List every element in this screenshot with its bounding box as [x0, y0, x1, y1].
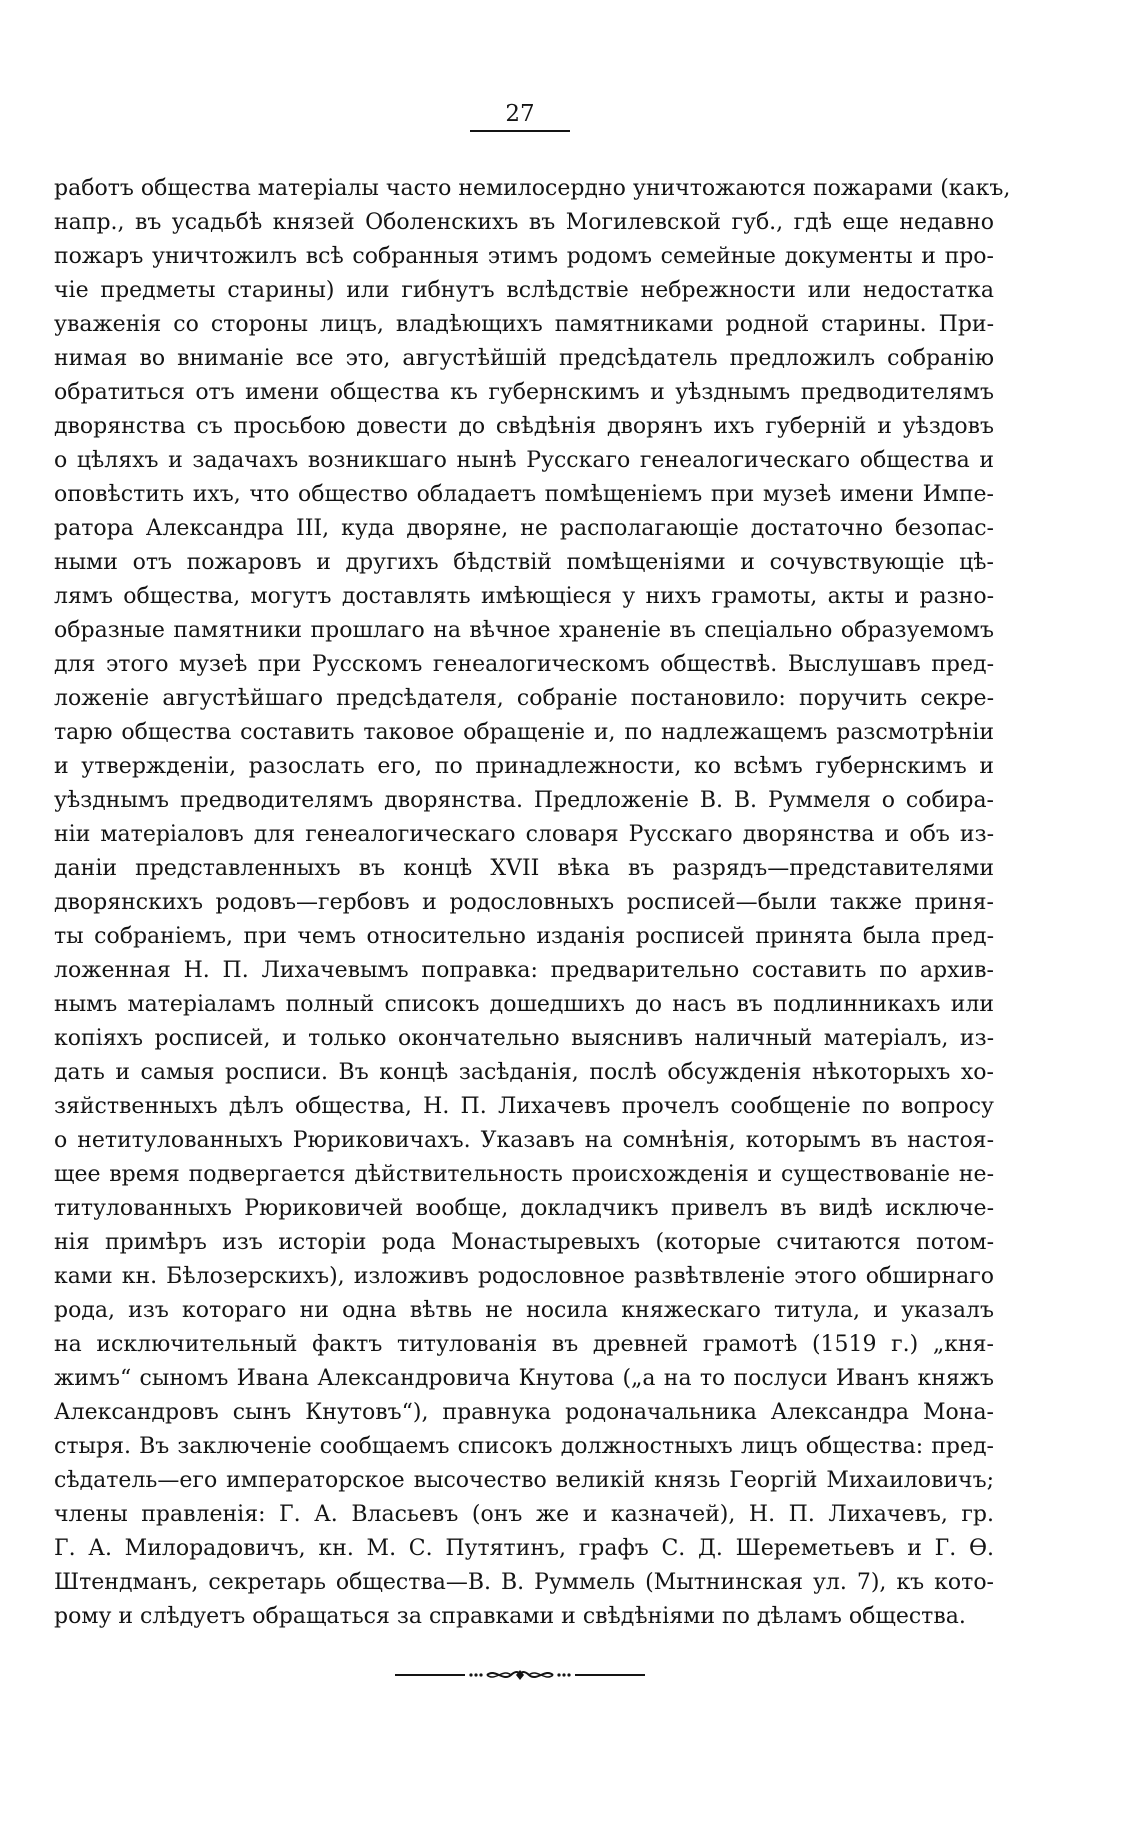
text-line: уѣзднымъ предводителямъ дворянства. Предложеніе В. В. Руммеля о собира-	[54, 788, 994, 813]
text-line: для этого музеѣ при Русскомъ генеалогическомъ обществѣ. Выслушавъ пред-	[54, 652, 994, 677]
text-line: ками кн. Бѣлозерскихъ), изложивъ родословное развѣтвленіе этого обширнаго	[54, 1264, 994, 1289]
body-text	[54, 172, 1011, 1634]
text-line: оповѣстить ихъ, что общество обладаетъ помѣщеніемъ при музеѣ имени Импе-	[54, 482, 994, 507]
text-line: пожаръ уничтожилъ всѣ собранныя этимъ родомъ семейные документы и про-	[54, 244, 994, 269]
text-line: жимъ“ сыномъ Ивана Александровича Кнутова („а на то послуси Иванъ княжъ	[54, 1366, 994, 1391]
text-line: даніи представленныхъ въ концѣ XVII вѣка въ разрядъ—представителями	[54, 856, 994, 881]
text-line: сѣдатель—его императорское высочество великій князь Георгій Михаиловичъ;	[54, 1468, 994, 1493]
text-line: рому и слѣдуетъ обращаться за справками и свѣдѣніями по дѣламъ общества.	[54, 1604, 966, 1629]
text-line: чіе предметы старины) или гибнутъ вслѣдствіе небрежности или недостатка	[54, 278, 994, 303]
text-line: нія примѣръ изъ исторіи рода Монастыревыхъ (которые считаются потом-	[54, 1230, 994, 1255]
text-line: Г. А. Милорадовичъ, кн. М. С. Путятинъ, графъ С. Д. Шереметьевъ и Г. Ѳ.	[54, 1536, 994, 1561]
tailpiece-ornament-icon	[395, 1668, 645, 1682]
text-line: ными отъ пожаровъ и другихъ бѣдствій помѣщеніями и сочувствующіе цѣ-	[54, 550, 994, 575]
text-line: уваженія со стороны лицъ, владѣющихъ памятниками родной старины. При-	[54, 312, 994, 337]
text-line: ложеніе августѣйшаго предсѣдателя, собраніе постановило: поручить секре-	[54, 686, 994, 711]
text-line: образные памятники прошлаго на вѣчное храненіе въ спеціально образуемомъ	[54, 618, 994, 643]
text-line: Александровъ сынъ Кнутовъ“), правнука родоначальника Александра Мона-	[54, 1400, 994, 1425]
text-line: нимая во вниманіе все это, августѣйшій предсѣдатель предложилъ собранію	[54, 346, 994, 371]
text-line: Штендманъ, секретарь общества—В. В. Руммель (Мытнинская ул. 7), къ кото-	[54, 1570, 994, 1595]
text-line: копіяхъ росписей, и только окончательно выяснивъ наличный матеріалъ, из-	[54, 1026, 994, 1051]
page-number: 27	[470, 100, 570, 132]
text-line: ніи матеріаловъ для генеалогическаго словаря Русскаго дворянства и объ из-	[54, 822, 994, 847]
text-line: на исключительный фактъ титулованія въ древней грамотѣ (1519 г.) „кня-	[54, 1332, 994, 1357]
text-line: титулованныхъ Рюриковичей вообще, докладчикъ привелъ въ видѣ исключе-	[54, 1196, 994, 1221]
text-line: ложенная Н. П. Лихачевымъ поправка: предварительно составить по архив-	[54, 958, 994, 983]
text-line: напр., въ усадьбѣ князей Оболенскихъ въ Могилевской губ., гдѣ еще недавно	[54, 210, 994, 235]
text-line: рода, изъ котораго ни одна вѣтвь не носила княжескаго титула, и указалъ	[54, 1298, 994, 1323]
text-line: дворянскихъ родовъ—гербовъ и родословныхъ росписей—были также приня-	[54, 890, 994, 915]
text-line: ратора Александра III, куда дворяне, не располагающіе достаточно безопас-	[54, 516, 994, 541]
text-line: работъ общества матеріалы часто немилосердно уничтожаются пожарами (какъ,	[54, 176, 1011, 201]
text-line: тарю общества составить таковое обращеніе и, по надлежащемъ разсмотрѣніи	[54, 720, 994, 745]
text-line: зяйственныхъ дѣлъ общества, Н. П. Лихачевъ прочелъ сообщеніе по вопросу	[54, 1094, 994, 1119]
text-line: и утвержденіи, разослать его, по принадлежности, ко всѣмъ губернскимъ и	[54, 754, 994, 779]
text-line: нымъ матеріаламъ полный списокъ дошедшихъ до насъ въ подлинникахъ или	[54, 992, 994, 1017]
text-line: лямъ общества, могутъ доставлять имѣющіеся у нихъ грамоты, акты и разно-	[54, 584, 994, 609]
text-line: члены правленія: Г. А. Власьевъ (онъ же и казначей), Н. П. Лихачевъ, гр.	[54, 1502, 994, 1527]
text-line: ты собраніемъ, при чемъ относительно изданія росписей принята была пред-	[54, 924, 994, 949]
text-line: щее время подвергается дѣйствительность происхожденія и существованіе не-	[54, 1162, 994, 1187]
text-line: дворянства съ просьбою довести до свѣдѣнія дворянъ ихъ губерній и уѣздовъ	[54, 414, 994, 439]
text-line: обратиться отъ имени общества къ губернскимъ и уѣзднымъ предводителямъ	[54, 380, 994, 405]
text-line: о нетитулованныхъ Рюриковичахъ. Указавъ на сомнѣнія, которымъ въ настоя-	[54, 1128, 994, 1153]
text-line: стыря. Въ заключеніе сообщаемъ списокъ должностныхъ лицъ общества: пред-	[54, 1434, 994, 1459]
text-line: дать и самыя росписи. Въ концѣ засѣданія, послѣ обсужденія нѣкоторыхъ хо-	[54, 1060, 994, 1085]
text-line: о цѣляхъ и задачахъ возникшаго нынѣ Русскаго генеалогическаго общества и	[54, 448, 994, 473]
